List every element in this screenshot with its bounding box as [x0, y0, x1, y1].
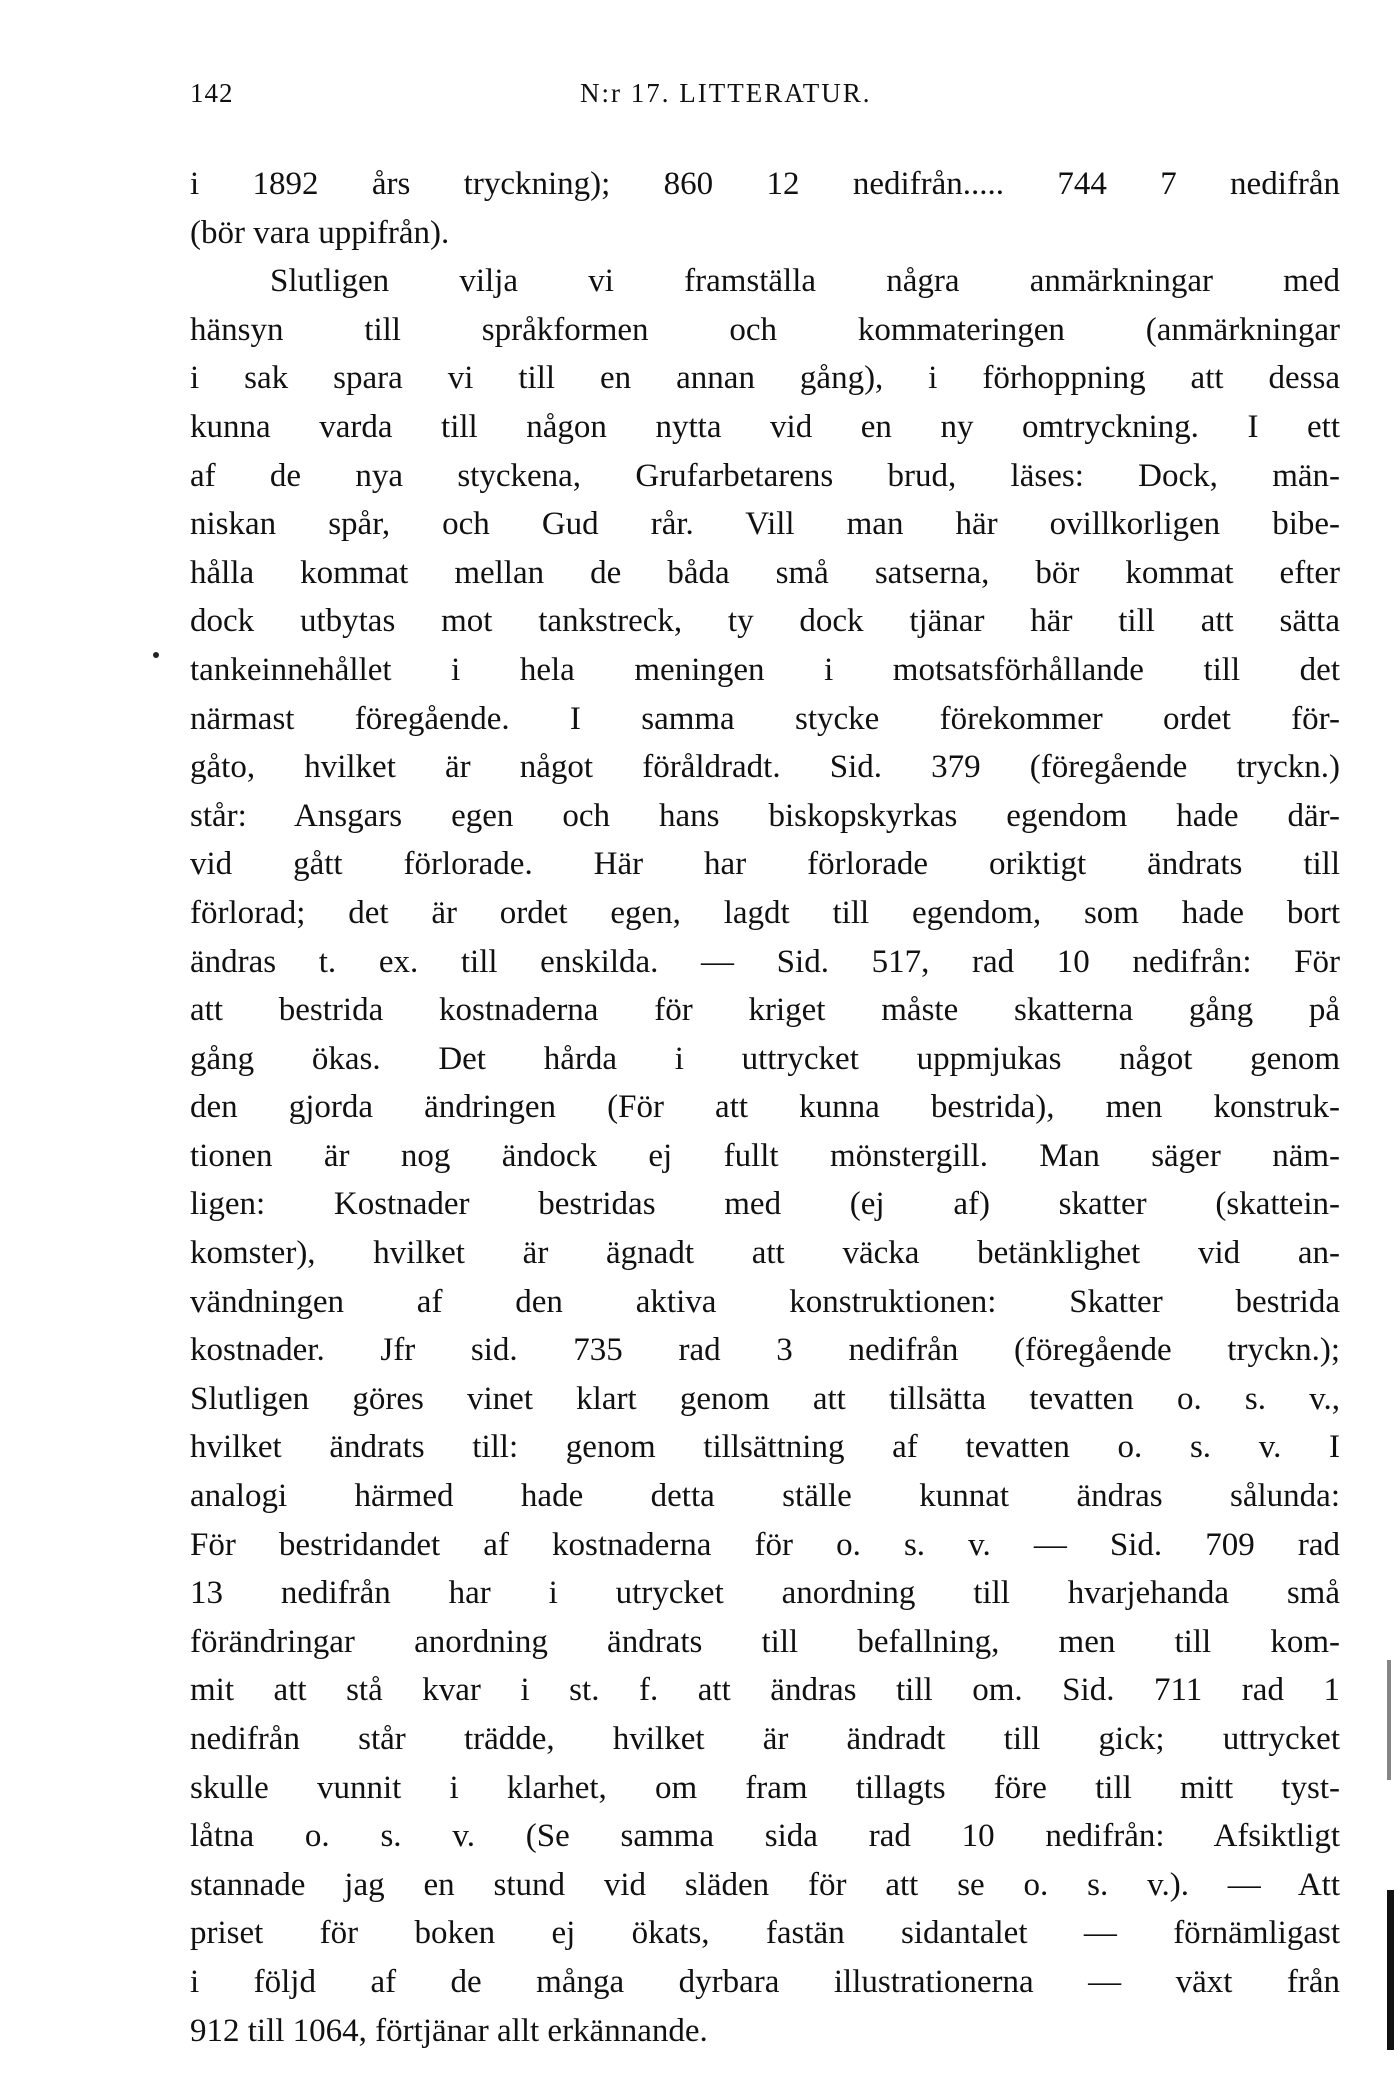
text-line: mit att stå kvar i st. f. att ändras till om. Sid. 711 rad 1: [190, 1672, 1340, 1709]
text-line: hvilket ändrats till: genom tillsättning af tevatten o. s. v. I: [190, 1429, 1340, 1466]
text-line: i 1892 års tryckning); 860 12 nedifrån..... 744 7 nedifrån: [190, 166, 1340, 202]
text-line: ändras t. ex. till enskilda. — Sid. 517, rad 10 nedifrån: För: [190, 943, 1340, 980]
body-text: [190, 160, 1340, 2055]
text-line: analogi härmed hade detta ställe kunnat ändras sålunda:: [190, 1478, 1340, 1515]
text-line: i sak spara vi till en annan gång), i förhoppning att dessa: [190, 360, 1340, 397]
text-line: att bestrida kostnaderna för kriget måste skatterna gång på: [190, 992, 1340, 1029]
text-line: kostnader. Jfr sid. 735 rad 3 nedifrån (föregående tryckn.);: [190, 1332, 1340, 1369]
text-line: För bestridandet af kostnaderna för o. s. v. — Sid. 709 rad: [190, 1526, 1340, 1563]
text-line: hålla kommat mellan de båda små satserna, bör kommat efter: [190, 554, 1340, 591]
text-line: ligen: Kostnader bestridas med (ej af) skatter (skattein-: [190, 1186, 1340, 1223]
text-line: står: Ansgars egen och hans biskopskyrkas egendom hade där-: [190, 797, 1340, 834]
text-line: hänsyn till språkformen och kommateringen (anmärkningar: [190, 311, 1340, 348]
text-line: gång ökas. Det hårda i uttrycket uppmjukas något genom: [190, 1040, 1340, 1077]
text-line: skulle vunnit i klarhet, om fram tillagts före till mitt tyst-: [190, 1769, 1340, 1806]
running-title: N:r 17. LITTERATUR.: [580, 78, 872, 108]
text-line: af de nya styckena, Grufarbetarens brud, läses: Dock, män-: [190, 457, 1340, 494]
text-line: nedifrån står trädde, hvilket är ändradt till gick; uttrycket: [190, 1721, 1340, 1757]
text-line: tionen är nog ändock ej fullt mönstergill. Man säger näm-: [190, 1137, 1340, 1174]
page-edge-mark: [1387, 1660, 1391, 1780]
text-line: förändringar anordning ändrats till befallning, men till kom-: [190, 1623, 1340, 1660]
margin-mark: [153, 652, 159, 658]
text-line: dock utbytas mot tankstreck, ty dock tjänar här till att sätta: [190, 603, 1340, 640]
text-line: gåto, hvilket är något föråldradt. Sid. 379 (föregående tryckn.): [190, 749, 1340, 786]
text-line: niskan spår, och Gud rår. Vill man här ovillkorligen bibe-: [190, 506, 1340, 543]
text-line: 912 till 1064, förtjänar allt erkännande.: [190, 2012, 708, 2049]
text-line: Slutligen göres vinet klart genom att tillsätta tevatten o. s. v.,: [190, 1380, 1340, 1417]
text-line: förlorad; det är ordet egen, lagdt till egendom, som hade bort: [190, 894, 1340, 931]
text-line: Slutligen vilja vi framställa några anmärkningar med: [270, 263, 1340, 300]
text-line: komster), hvilket är ägnadt att väcka betänklighet vid an-: [190, 1235, 1340, 1272]
text-line: låtna o. s. v. (Se samma sida rad 10 nedifrån: Afsiktligt: [190, 1818, 1340, 1855]
text-line: i följd af de många dyrbara illustrationerna — växt från: [190, 1963, 1340, 2000]
page-edge-mark: [1387, 1890, 1394, 2050]
text-line: den gjorda ändringen (För att kunna bestrida), men konstruk-: [190, 1089, 1340, 1126]
page-header: [190, 78, 1340, 118]
text-line: tankeinnehållet i hela meningen i motsatsförhållande till det: [190, 651, 1340, 688]
text-line: vändningen af den aktiva konstruktionen: Skatter bestrida: [190, 1283, 1340, 1320]
text-line: närmast föregående. I samma stycke förekommer ordet för-: [190, 700, 1340, 737]
text-line: stannade jag en stund vid släden för att se o. s. v.). — Att: [190, 1866, 1340, 1903]
page-number: 142: [190, 78, 234, 108]
text-line: 13 nedifrån har i utrycket anordning till hvarjehanda små: [190, 1575, 1340, 1612]
text-line: priset för boken ej ökats, fastän sidantalet — förnämligast: [190, 1915, 1340, 1952]
text-line: (bör vara uppifrån).: [190, 214, 450, 251]
text-line: kunna varda till någon nytta vid en ny omtryckning. I ett: [190, 408, 1340, 445]
text-line: vid gått förlorade. Här har förlorade oriktigt ändrats till: [190, 846, 1340, 883]
